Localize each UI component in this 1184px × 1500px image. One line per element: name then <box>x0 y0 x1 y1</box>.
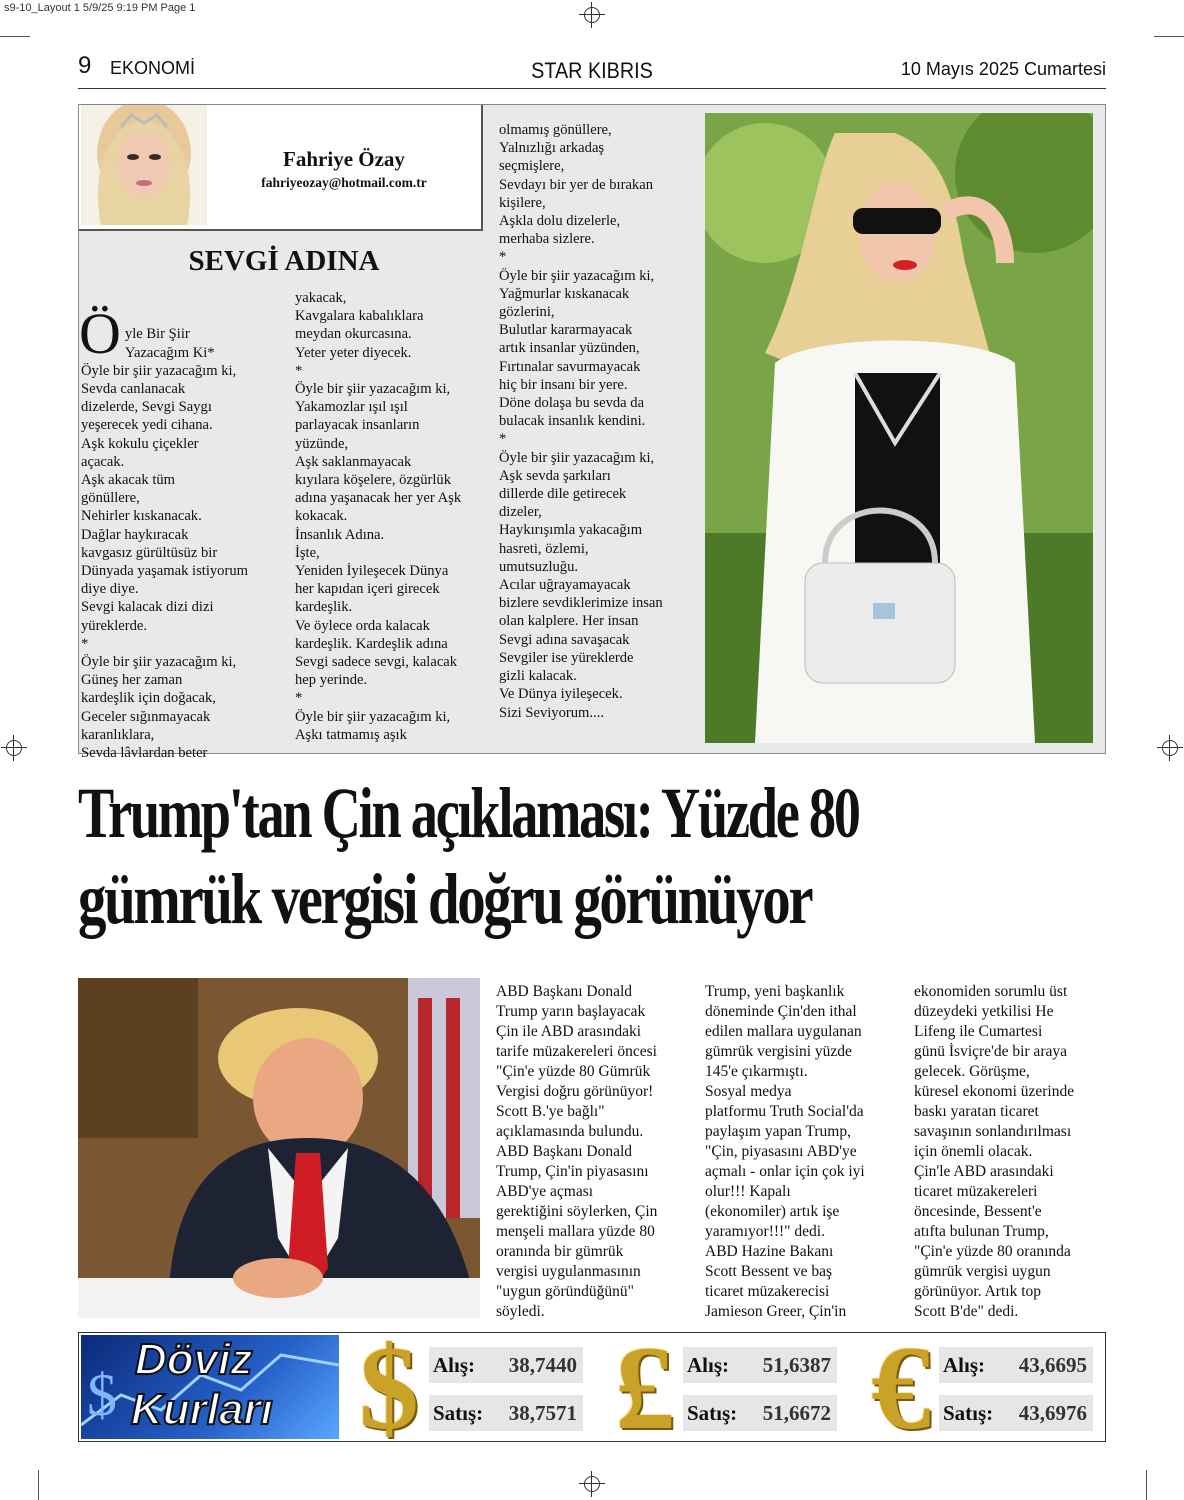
svg-text:$: $ <box>87 1362 117 1428</box>
news-photo-drawing <box>78 978 480 1318</box>
author-portrait-drawing <box>81 105 207 225</box>
opinion-column <box>78 104 1106 762</box>
sell-value: 38,7571 <box>508 1401 577 1425</box>
buy-value: 51,6387 <box>762 1353 831 1377</box>
crop-mark <box>1154 36 1184 37</box>
author-box <box>79 105 483 231</box>
headline-line-1: Trump'tan Çin açıklaması: Yüzde 80 <box>78 773 859 853</box>
sell-value: 51,6672 <box>762 1401 831 1425</box>
newspaper-name: STAR KIBRIS <box>531 58 653 83</box>
sell-label: Satış: <box>433 1401 484 1425</box>
sell-label: Satış: <box>943 1401 994 1425</box>
gbp-buy-rate <box>683 1347 837 1383</box>
eur-buy-rate <box>939 1347 1093 1383</box>
registration-mark-top <box>584 7 600 23</box>
registration-mark-right <box>1162 740 1178 756</box>
news-column-3: ekonomiden sorumlu üst düzeydeki yetkilisi He Lifeng ile Cumartesi günü İsviçre'de bir araya gelecek. Görüşme, küresel ekonomi üzerinde baskı yaratan ticaret savaşının sonlandırılması için önemli olacak. Çin'le ABD arasındaki ticaret müzakereleri öncesinde, Bessent'e atıfta bulunan Trump, "Çin'e yüzde 80 oranında gümrük vergisi uygun görünüyor. Artık top Scott B'de" dedi. <box>914 983 1075 1320</box>
buy-value: 38,7440 <box>508 1353 577 1377</box>
author-name: Fahriye Özay <box>283 147 405 171</box>
page-number: 9 <box>78 52 92 79</box>
crop-mark <box>0 36 30 37</box>
buy-value: 43,6695 <box>1018 1353 1087 1377</box>
currency-rates-logo <box>81 1335 339 1439</box>
poem-column-2: yakacak, Kavgalara kabalıklara meydan okurcasına. Yeter yeter diyecek. * Öyle bir şiir yazacağım ki, Yakamozlar ışıl ışıl parlayacak insanların yüzünde, Aşk saklanmayacak kıyılara köşelere, özgürlük adına yaşanacak her yer Aşk kokacak. İnsanlık Adına. İşte, Yeniden İyileşecek Dünya her kapıdan içeri girecek kardeşlik. Ve öylece orda kalacak kardeşlik. Kardeşlik adına Sevgi sadece sevgi, kalacak hep yerinde. * Öyle bir şiir yazacağım ki, Aşkı tatmamış aşık <box>295 290 462 743</box>
currency-rates-box <box>78 1321 1106 1454</box>
author-portrait <box>81 105 207 225</box>
buy-label: Alış: <box>433 1353 475 1377</box>
news-column-1: ABD Başkanı Donald Trump yarın başlayacak Çin ile ABD arasındaki tarife müzakereleri öncesi "Çin'e yüzde 80 Gümrük Vergisi doğru görünüyor! Scott B.'ye bağlı" açıklamasında bulundu. ABD Başkanı Donald Trump, Çin'in piyasasını ABD'ye açması gerektiğini söylerken, Çin menşeli mallara yüzde 80 oranında bir gümrük vergisi uygulanmasının "uygun göründüğünü" söyledi. <box>496 983 658 1320</box>
crop-mark <box>1146 1470 1147 1500</box>
registration-mark-left <box>6 740 22 756</box>
print-slug: s9-10_Layout 1 5/9/25 9:19 PM Page 1 <box>4 2 196 14</box>
headline-line-2: gümrük vergisi doğru görünüyor <box>78 859 812 939</box>
usd-buy-rate <box>429 1347 583 1383</box>
dollar-icon: $ <box>359 1321 419 1454</box>
sell-label: Satış: <box>687 1401 738 1425</box>
poem-column-1-text: Öyle bir şiir yazacağım ki, Sevda canlanacak dizelerde, Sevgi Saygı yeşerecek yedi cihana. Aşk kokulu çiçekler açacak. Aşk akacak tüm gönüllere, Nehirler kıskanacak. Dağlar haykıracak kavgasız gürültüsüz bir Dünyada yaşamak istiyorum diye diye. Sevgi kalacak dizi dizi yüreklerde. * Öyle bir şiir yazacağım ki, Güneş her zaman kardeşlik için doğacak, Geceler sığınmayacak karanlıklara, Sevda lâvlardan beter <box>81 362 248 762</box>
buy-label: Alış: <box>687 1353 729 1377</box>
eur-sell-rate <box>939 1395 1093 1431</box>
issue-date: 10 Mayıs 2025 Cumartesi <box>900 59 1106 79</box>
drop-cap: Ö <box>79 301 121 367</box>
buy-label: Alış: <box>943 1353 985 1377</box>
column-title: SEVGİ ADINA <box>188 245 380 277</box>
poem-column-1 <box>81 289 281 780</box>
section-name: EKONOMİ <box>110 58 196 78</box>
currency-title-line-1: Döviz <box>135 1335 253 1384</box>
news-photo <box>78 978 480 1318</box>
author-photo <box>705 113 1093 743</box>
author-email: fahriyeozay@hotmail.com.tr <box>261 175 427 190</box>
euro-icon: € <box>871 1321 931 1454</box>
sell-value: 43,6976 <box>1018 1401 1087 1425</box>
poem-first-lines: yle Bir Şiir Yazacağım Ki* <box>124 326 215 361</box>
currency-title-line-2: Kurları <box>131 1385 273 1434</box>
news-column-2: Trump, yeni başkanlık döneminde Çin'den ithal edilen mallara uygulanan gümrük vergisini yüzde 145'e çıkarmıştı. Sosyal medya platformu Truth Social'da paylaşım yapan Trump, "Çin, piyasasını ABD'ye açmalı - onlar için çok iyi olur!!! Kapalı (ekonomiler) artık işe yaramıyor!!!" dedi. ABD Hazine Bakanı Scott Bessent ve baş ticaret müzakerecisi Jamieson Greer, Çin'in <box>705 983 865 1320</box>
page-header <box>78 50 1106 89</box>
pound-icon: £ <box>615 1321 675 1454</box>
poem-column-3: olmamış gönüllere, Yalnızlığı arkadaş seçmişlere, Sevdayı bir yer de bırakan kişilere, Aşkla dolu dizelerle, merhaba sizlere. * Öyle bir şiir yazacağım ki, Yağmurlar kıskanacak gözlerini, Bulutlar kararmayacak artık insanlar yüzünden, Fırtınalar savurmayacak hiç bir insanı bir yere. Döne dolaşa bu sevda da bulacak insanlık kendini. * Öyle bir şiir yazacağım ki, Aşk sevda şarkıları dillerde dile getirecek dizeler, Haykırışımla yakacağım hasreti, özlemi, umutsuzluğu. Acılar uğrayamayacak bizlere sevdiklerimize insan olan kalplere. Her insan Sevgi adına savaşacak Sevgiler ise yüreklerde gizli kalacak. Ve Dünya iyileşecek. Sizi Seviyorum.... <box>499 122 663 721</box>
headline <box>78 770 1106 942</box>
crop-mark <box>38 1470 39 1500</box>
registration-mark-bottom <box>584 1476 600 1492</box>
usd-sell-rate <box>429 1395 583 1431</box>
gbp-sell-rate <box>683 1395 837 1431</box>
author-photo-drawing <box>705 113 1093 743</box>
